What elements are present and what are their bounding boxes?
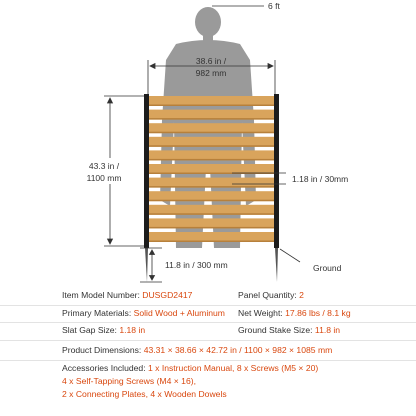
width-label-line1: 38.6 in / [195,56,227,66]
person-height-label: 6 ft [268,1,280,11]
spec-value: 4 x Self-Tapping Screws (M4 × 16), [62,376,196,386]
spec-dimensions [62,345,332,356]
wood-slat-shadow [149,159,274,161]
spec-label: Slat Gap Size: [62,325,117,335]
wood-slat-shadow [149,186,274,188]
spec-label: Product Dimensions: [62,345,142,355]
wood-slat-shadow [149,213,274,215]
spec-accessories-line2 [62,376,196,387]
spec-label: Panel Quantity: [238,290,297,300]
spec-value: 43.31 × 38.66 × 42.72 in / 1100 × 982 × 1085 mm [143,345,333,355]
spec-label: Accessories Included: [62,363,146,373]
spec-label: Ground Stake Size: [238,325,313,335]
spec-value: Solid Wood + Aluminum [133,308,225,318]
height-label-line1: 43.3 in / [88,161,120,171]
wooden-slats [149,96,274,242]
spec-materials [62,308,225,319]
spec-value: 17.86 lbs / 8.1 kg [285,308,351,318]
wood-slat-shadow [149,227,274,229]
wood-slat-shadow [149,145,274,147]
spec-value: 2 [299,290,304,300]
left-post [144,94,149,248]
divider [0,322,416,323]
ground-label: Ground [313,263,342,273]
spec-label: Net Weight: [238,308,283,318]
divider [0,340,416,341]
gap-label: 1.18 in / 30mm [292,174,349,184]
spec-value: 2 x Connecting Plates, 4 x Wooden Dowels [62,389,227,399]
divider [0,360,416,361]
spec-accessories-line3 [62,389,227,400]
wood-slat-shadow [149,200,274,202]
spec-weight [238,308,351,319]
stake-dimension [140,248,162,282]
stake-label: 11.8 in / 300 mm [165,260,228,270]
wood-slat-shadow [149,132,274,134]
ground-line [280,249,300,262]
divider [0,305,416,306]
spec-stake [238,325,340,336]
spec-gap [62,325,145,336]
spec-value: 11.8 in [314,325,341,335]
spec-panel-quantity [238,290,304,301]
spec-value: 1.18 in [119,325,146,335]
width-label-line2: 982 mm [195,68,227,78]
spec-label: Item Model Number: [62,290,140,300]
wood-slat-shadow [149,118,274,120]
spec-accessories [62,363,318,374]
wood-slat-shadow [149,241,274,243]
wood-slat-shadow [149,105,274,107]
height-label-line2: 1100 mm [86,173,122,183]
right-post [274,94,279,248]
spec-label: Primary Materials: [62,308,132,318]
spec-value: 1 x Instruction Manual, 8 x Screws (M5 × 20) [147,363,319,373]
spec-model [62,290,192,301]
spec-value: DUSGD2417 [142,290,193,300]
